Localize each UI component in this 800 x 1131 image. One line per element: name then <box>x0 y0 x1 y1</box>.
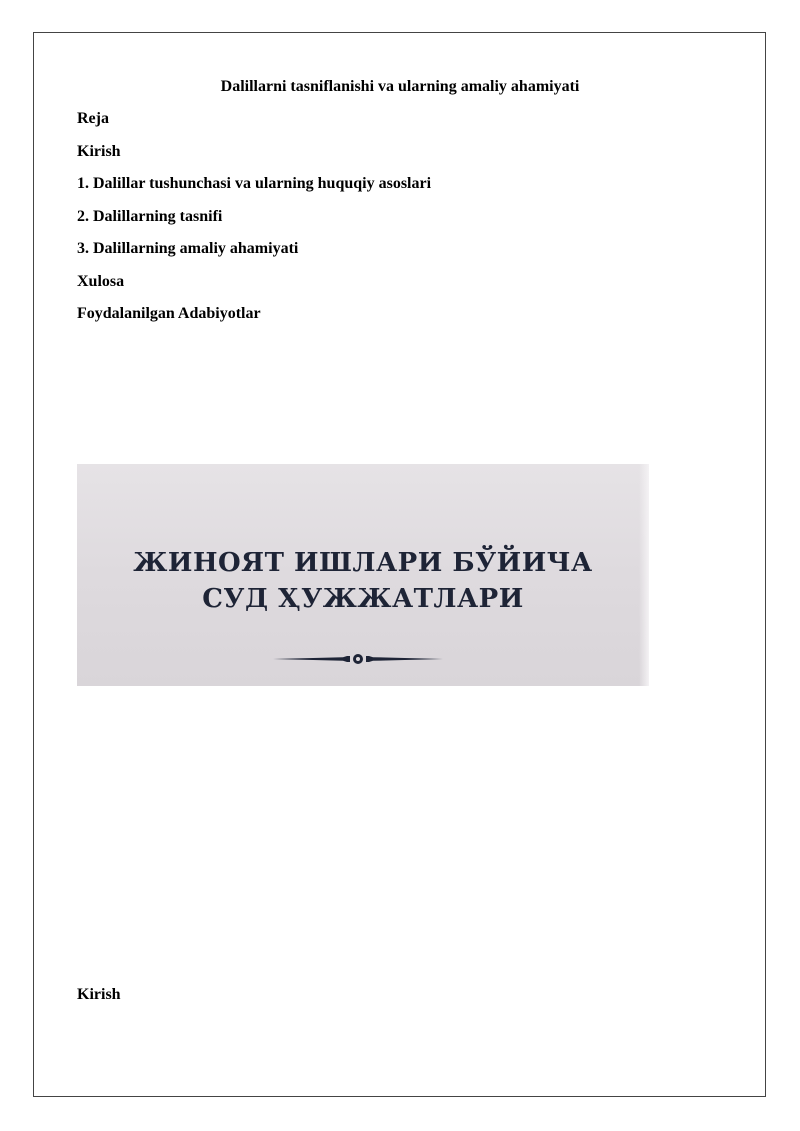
toc-item-section-1: 1. Dalillar tushunchasi va ularning huquqiy asoslari <box>77 175 432 192</box>
toc-item-section-2: 2. Dalillarning tasnifi <box>77 207 223 225</box>
book-cover-image <box>77 464 649 686</box>
cover-title-line-1: ЖИНОЯТ ИШЛАРИ БЎЙИЧА <box>133 548 593 578</box>
toc-item-section-3: 3. Dalillarning amaliy ahamiyati <box>77 240 299 257</box>
toc-item-kirish: Kirish <box>77 142 121 160</box>
section-heading-kirish: Kirish <box>77 986 121 1003</box>
table-of-contents <box>77 109 431 337</box>
toc-item-xulosa: Xulosa <box>77 272 125 290</box>
ornament-divider-icon <box>273 652 443 666</box>
document-title: Dalillarni tasniflanishi va ularning amaliy ahamiyati <box>220 78 580 95</box>
cover-title-line-2: СУД ҲУЖЖАТЛАРИ <box>202 584 524 614</box>
toc-item-reja: Reja <box>77 110 109 127</box>
toc-item-references: Foydalanilgan Adabiyotlar <box>77 305 261 322</box>
